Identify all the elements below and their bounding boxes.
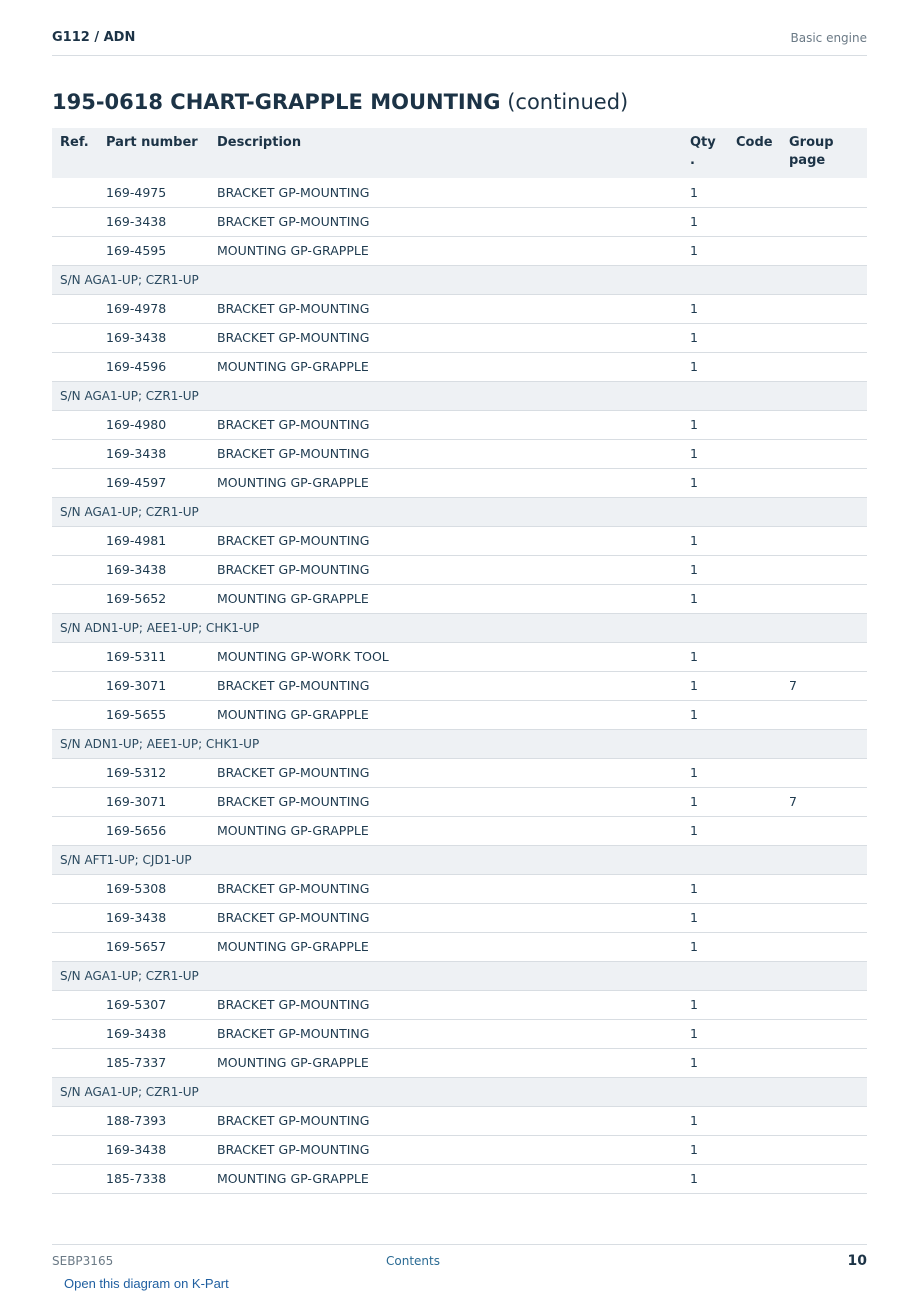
description-cell: BRACKET GP-MOUNTING	[217, 526, 690, 555]
section-label: Basic engine	[790, 31, 867, 45]
code-cell	[736, 323, 789, 352]
part-number-cell: 169-5308	[106, 874, 217, 903]
part-number-cell: 169-4978	[106, 294, 217, 323]
col-group-line2: page	[789, 153, 826, 168]
col-description: Description	[217, 128, 690, 178]
ref-cell	[52, 352, 106, 381]
code-cell	[736, 816, 789, 845]
code-cell	[736, 874, 789, 903]
part-number-cell: 169-5656	[106, 816, 217, 845]
code-cell	[736, 1019, 789, 1048]
description-cell: BRACKET GP-MOUNTING	[217, 294, 690, 323]
group-page-cell	[789, 323, 867, 352]
description-cell: BRACKET GP-MOUNTING	[217, 874, 690, 903]
description-cell: BRACKET GP-MOUNTING	[217, 787, 690, 816]
table-row	[52, 468, 867, 497]
code-cell	[736, 642, 789, 671]
col-ref: Ref.	[52, 128, 106, 178]
ref-cell	[52, 758, 106, 787]
description-cell: BRACKET GP-MOUNTING	[217, 207, 690, 236]
description-cell: BRACKET GP-MOUNTING	[217, 410, 690, 439]
parts-table	[52, 128, 867, 1194]
code-cell	[736, 990, 789, 1019]
code-cell	[736, 903, 789, 932]
group-page-cell	[789, 1164, 867, 1193]
code-cell	[736, 671, 789, 700]
table-row	[52, 642, 867, 671]
part-number-cell: 169-3438	[106, 903, 217, 932]
document-id: SEBP3165	[52, 1254, 114, 1268]
ref-cell	[52, 1135, 106, 1164]
qty-cell: 1	[690, 584, 736, 613]
part-number-cell: 169-3438	[106, 1019, 217, 1048]
table-header-row	[52, 128, 867, 178]
qty-cell: 1	[690, 1106, 736, 1135]
description-cell: MOUNTING GP-GRAPPLE	[217, 468, 690, 497]
group-page-cell	[789, 584, 867, 613]
group-page-cell	[789, 555, 867, 584]
description-cell: BRACKET GP-MOUNTING	[217, 323, 690, 352]
table-row	[52, 323, 867, 352]
serial-note: S/N ADN1-UP; AEE1-UP; CHK1-UP	[52, 729, 867, 758]
col-qty	[690, 128, 736, 178]
qty-cell: 1	[690, 816, 736, 845]
serial-note: S/N AGA1-UP; CZR1-UP	[52, 381, 867, 410]
code-cell	[736, 555, 789, 584]
table-row	[52, 526, 867, 555]
code-cell	[736, 468, 789, 497]
description-cell: MOUNTING GP-GRAPPLE	[217, 932, 690, 961]
qty-cell: 1	[690, 1019, 736, 1048]
qty-cell: 1	[690, 787, 736, 816]
code-cell	[736, 352, 789, 381]
part-number-cell: 169-3438	[106, 207, 217, 236]
open-kpart-link[interactable]: Open this diagram on K-Part	[64, 1276, 229, 1291]
part-number-cell: 169-3438	[106, 555, 217, 584]
part-number-cell: 169-5307	[106, 990, 217, 1019]
serial-note: S/N ADN1-UP; AEE1-UP; CHK1-UP	[52, 613, 867, 642]
part-number-cell: 169-3438	[106, 323, 217, 352]
page-title	[52, 90, 628, 114]
group-page-cell	[789, 178, 867, 207]
code-cell	[736, 932, 789, 961]
title-suffix: (continued)	[500, 90, 629, 114]
table-row	[52, 439, 867, 468]
code-cell	[736, 584, 789, 613]
code-cell	[736, 410, 789, 439]
ref-cell	[52, 207, 106, 236]
group-page-cell	[789, 990, 867, 1019]
ref-cell	[52, 526, 106, 555]
ref-cell	[52, 700, 106, 729]
table-body	[52, 178, 867, 1193]
table-row	[52, 671, 867, 700]
qty-cell: 1	[690, 323, 736, 352]
part-number-cell: 185-7338	[106, 1164, 217, 1193]
code-cell	[736, 439, 789, 468]
part-number-cell: 169-5657	[106, 932, 217, 961]
description-cell: MOUNTING GP-GRAPPLE	[217, 584, 690, 613]
description-cell: BRACKET GP-MOUNTING	[217, 1135, 690, 1164]
qty-cell: 1	[690, 758, 736, 787]
code-cell	[736, 207, 789, 236]
table-row	[52, 932, 867, 961]
code-cell	[736, 1135, 789, 1164]
group-page-cell	[789, 758, 867, 787]
title-main: 195-0618 CHART-GRAPPLE MOUNTING	[52, 90, 501, 114]
col-qty-line1: Qty	[690, 135, 716, 150]
code-cell	[736, 178, 789, 207]
serial-note: S/N AGA1-UP; CZR1-UP	[52, 497, 867, 526]
ref-cell	[52, 671, 106, 700]
table-row	[52, 903, 867, 932]
group-page-cell	[789, 352, 867, 381]
serial-note-row	[52, 265, 867, 294]
code-cell	[736, 758, 789, 787]
table-row	[52, 352, 867, 381]
description-cell: MOUNTING GP-GRAPPLE	[217, 236, 690, 265]
qty-cell: 1	[690, 671, 736, 700]
code-cell	[736, 526, 789, 555]
qty-cell: 1	[690, 555, 736, 584]
serial-note-row	[52, 613, 867, 642]
serial-note-row	[52, 845, 867, 874]
part-number-cell: 169-5311	[106, 642, 217, 671]
serial-note: S/N AFT1-UP; CJD1-UP	[52, 845, 867, 874]
ref-cell	[52, 787, 106, 816]
model-label: G112 / ADN	[52, 30, 136, 45]
part-number-cell[interactable]: 169-3071	[106, 787, 217, 816]
qty-cell: 1	[690, 294, 736, 323]
ref-cell	[52, 816, 106, 845]
group-page-cell	[789, 932, 867, 961]
part-number-cell: 185-7337	[106, 1048, 217, 1077]
ref-cell	[52, 410, 106, 439]
qty-cell: 1	[690, 874, 736, 903]
table-row	[52, 1048, 867, 1077]
ref-cell	[52, 1164, 106, 1193]
qty-cell: 1	[690, 932, 736, 961]
ref-cell	[52, 294, 106, 323]
group-page-cell[interactable]: 7	[789, 671, 867, 700]
table-row	[52, 207, 867, 236]
part-number-cell: 169-3438	[106, 439, 217, 468]
table-row	[52, 1019, 867, 1048]
qty-cell: 1	[690, 236, 736, 265]
contents-link[interactable]: Contents	[386, 1254, 440, 1268]
part-number-cell[interactable]: 169-3071	[106, 671, 217, 700]
description-cell: MOUNTING GP-GRAPPLE	[217, 352, 690, 381]
part-number-cell: 169-5655	[106, 700, 217, 729]
description-cell: MOUNTING GP-WORK TOOL	[217, 642, 690, 671]
description-cell: BRACKET GP-MOUNTING	[217, 758, 690, 787]
table-row	[52, 584, 867, 613]
table-row	[52, 1164, 867, 1193]
part-number-cell: 169-5312	[106, 758, 217, 787]
table-row	[52, 1106, 867, 1135]
part-number-cell: 169-4595	[106, 236, 217, 265]
table-row	[52, 236, 867, 265]
qty-cell: 1	[690, 1048, 736, 1077]
page-number: 10	[847, 1253, 867, 1269]
group-page-cell	[789, 700, 867, 729]
table-row	[52, 990, 867, 1019]
group-page-cell	[789, 1135, 867, 1164]
table-row	[52, 178, 867, 207]
page-footer	[52, 1244, 867, 1273]
group-page-cell	[789, 1019, 867, 1048]
ref-cell	[52, 555, 106, 584]
col-group-page	[789, 128, 867, 178]
col-part-number: Part number	[106, 128, 217, 178]
group-page-cell	[789, 294, 867, 323]
serial-note: S/N AGA1-UP; CZR1-UP	[52, 1077, 867, 1106]
description-cell: MOUNTING GP-GRAPPLE	[217, 1164, 690, 1193]
qty-cell: 1	[690, 410, 736, 439]
ref-cell	[52, 584, 106, 613]
part-number-cell: 169-4596	[106, 352, 217, 381]
ref-cell	[52, 642, 106, 671]
qty-cell: 1	[690, 439, 736, 468]
table-row	[52, 874, 867, 903]
qty-cell: 1	[690, 468, 736, 497]
group-page-cell	[789, 642, 867, 671]
description-cell: MOUNTING GP-GRAPPLE	[217, 816, 690, 845]
ref-cell	[52, 1048, 106, 1077]
code-cell	[736, 294, 789, 323]
qty-cell: 1	[690, 1164, 736, 1193]
col-code: Code	[736, 128, 789, 178]
part-number-cell: 188-7393	[106, 1106, 217, 1135]
serial-note: S/N AGA1-UP; CZR1-UP	[52, 961, 867, 990]
code-cell	[736, 1106, 789, 1135]
serial-note-row	[52, 381, 867, 410]
table-row	[52, 787, 867, 816]
code-cell	[736, 700, 789, 729]
table-row	[52, 758, 867, 787]
description-cell: BRACKET GP-MOUNTING	[217, 903, 690, 932]
serial-note-row	[52, 961, 867, 990]
description-cell: MOUNTING GP-GRAPPLE	[217, 700, 690, 729]
table-row	[52, 410, 867, 439]
group-page-cell	[789, 874, 867, 903]
description-cell: BRACKET GP-MOUNTING	[217, 439, 690, 468]
part-number-cell: 169-4981	[106, 526, 217, 555]
ref-cell	[52, 178, 106, 207]
group-page-cell[interactable]: 7	[789, 787, 867, 816]
serial-note-row	[52, 729, 867, 758]
qty-cell: 1	[690, 903, 736, 932]
qty-cell: 1	[690, 526, 736, 555]
serial-note-row	[52, 1077, 867, 1106]
ref-cell	[52, 932, 106, 961]
ref-cell	[52, 1019, 106, 1048]
page-header	[52, 28, 867, 56]
qty-cell: 1	[690, 642, 736, 671]
table-row	[52, 294, 867, 323]
serial-note: S/N AGA1-UP; CZR1-UP	[52, 265, 867, 294]
qty-cell: 1	[690, 178, 736, 207]
table-row	[52, 1135, 867, 1164]
group-page-cell	[789, 816, 867, 845]
qty-cell: 1	[690, 207, 736, 236]
code-cell	[736, 1164, 789, 1193]
description-cell: BRACKET GP-MOUNTING	[217, 178, 690, 207]
col-group-line1: Group	[789, 135, 834, 150]
description-cell: BRACKET GP-MOUNTING	[217, 671, 690, 700]
part-number-cell: 169-4980	[106, 410, 217, 439]
group-page-cell	[789, 236, 867, 265]
ref-cell	[52, 323, 106, 352]
table-row	[52, 816, 867, 845]
qty-cell: 1	[690, 352, 736, 381]
ref-cell	[52, 903, 106, 932]
group-page-cell	[789, 1106, 867, 1135]
table-row	[52, 700, 867, 729]
qty-cell: 1	[690, 1135, 736, 1164]
ref-cell	[52, 990, 106, 1019]
description-cell: BRACKET GP-MOUNTING	[217, 1106, 690, 1135]
ref-cell	[52, 1106, 106, 1135]
group-page-cell	[789, 207, 867, 236]
code-cell	[736, 1048, 789, 1077]
qty-cell: 1	[690, 700, 736, 729]
description-cell: BRACKET GP-MOUNTING	[217, 990, 690, 1019]
serial-note-row	[52, 497, 867, 526]
group-page-cell	[789, 439, 867, 468]
ref-cell	[52, 468, 106, 497]
ref-cell	[52, 236, 106, 265]
group-page-cell	[789, 903, 867, 932]
qty-cell: 1	[690, 990, 736, 1019]
group-page-cell	[789, 526, 867, 555]
description-cell: MOUNTING GP-GRAPPLE	[217, 1048, 690, 1077]
group-page-cell	[789, 410, 867, 439]
group-page-cell	[789, 468, 867, 497]
part-number-cell: 169-4975	[106, 178, 217, 207]
description-cell: BRACKET GP-MOUNTING	[217, 555, 690, 584]
part-number-cell: 169-3438	[106, 1135, 217, 1164]
col-qty-line2: .	[690, 153, 695, 168]
group-page-cell	[789, 1048, 867, 1077]
description-cell: BRACKET GP-MOUNTING	[217, 1019, 690, 1048]
ref-cell	[52, 439, 106, 468]
table-row	[52, 555, 867, 584]
code-cell	[736, 787, 789, 816]
part-number-cell: 169-4597	[106, 468, 217, 497]
part-number-cell: 169-5652	[106, 584, 217, 613]
ref-cell	[52, 874, 106, 903]
code-cell	[736, 236, 789, 265]
